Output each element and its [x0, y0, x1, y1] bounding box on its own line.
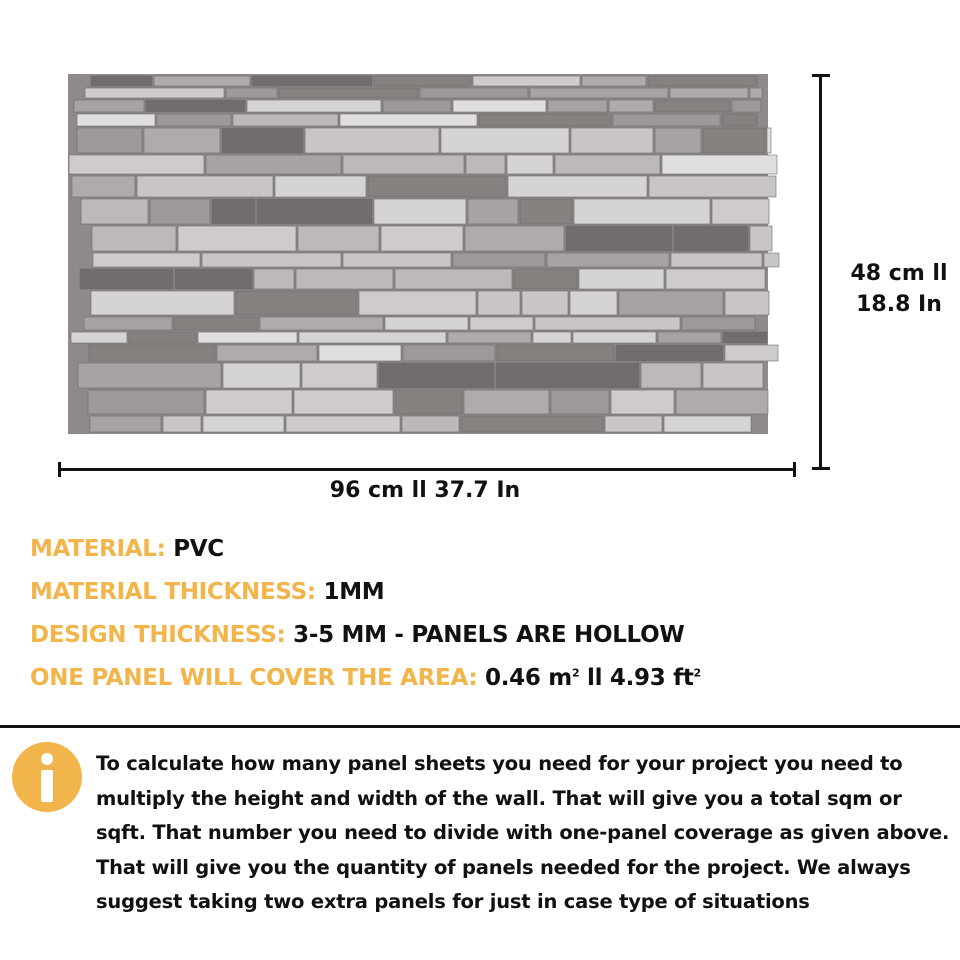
spec-design-thickness — [30, 622, 684, 648]
spec-coverage-value — [485, 665, 701, 691]
height-label-line1: 48 cm ll — [850, 261, 948, 286]
coverage-sup-2: 2 — [693, 666, 701, 680]
width-label: 96 cm ll 37.7 In — [329, 478, 521, 503]
spec-material-label: MATERIAL: — [30, 536, 166, 562]
section-divider — [0, 725, 960, 728]
spec-material-thickness-value: 1MM — [323, 579, 385, 605]
coverage-metric: 0.46 m — [485, 665, 572, 691]
info-text: To calculate how many panel sheets you need for your project you need to multiply the height and width of the wall. That will give you a total sqm or sqft. That number you need to divide with one-panel coverage as given above. That will give you the quantity of panels needed for the project. We always suggest taking two extra panels for just in case type of situations — [96, 752, 950, 913]
height-label-line2: 18.8 In — [856, 292, 942, 317]
spec-material-value: PVC — [173, 536, 224, 562]
coverage-sup-1: 2 — [571, 666, 580, 680]
coverage-imperial: 4.93 ft — [609, 665, 694, 691]
spec-coverage-label: ONE PANEL WILL COVER THE AREA: — [30, 665, 478, 691]
spec-design-thickness-label: DESIGN THICKNESS: — [30, 622, 286, 648]
height-dimension-line — [812, 74, 828, 470]
stone-wall-panel-image — [60, 70, 790, 440]
spec-material-thickness — [30, 579, 384, 605]
spec-material-thickness-label: MATERIAL THICKNESS: — [30, 579, 316, 605]
height-label — [838, 258, 960, 320]
spec-material — [30, 536, 224, 562]
coverage-separator: ll — [579, 665, 610, 691]
width-dimension-line — [58, 462, 796, 476]
spec-design-thickness-value: 3-5 MM - PANELS ARE HOLLOW — [293, 622, 685, 648]
info-icon — [12, 742, 82, 812]
spec-coverage — [30, 665, 701, 691]
